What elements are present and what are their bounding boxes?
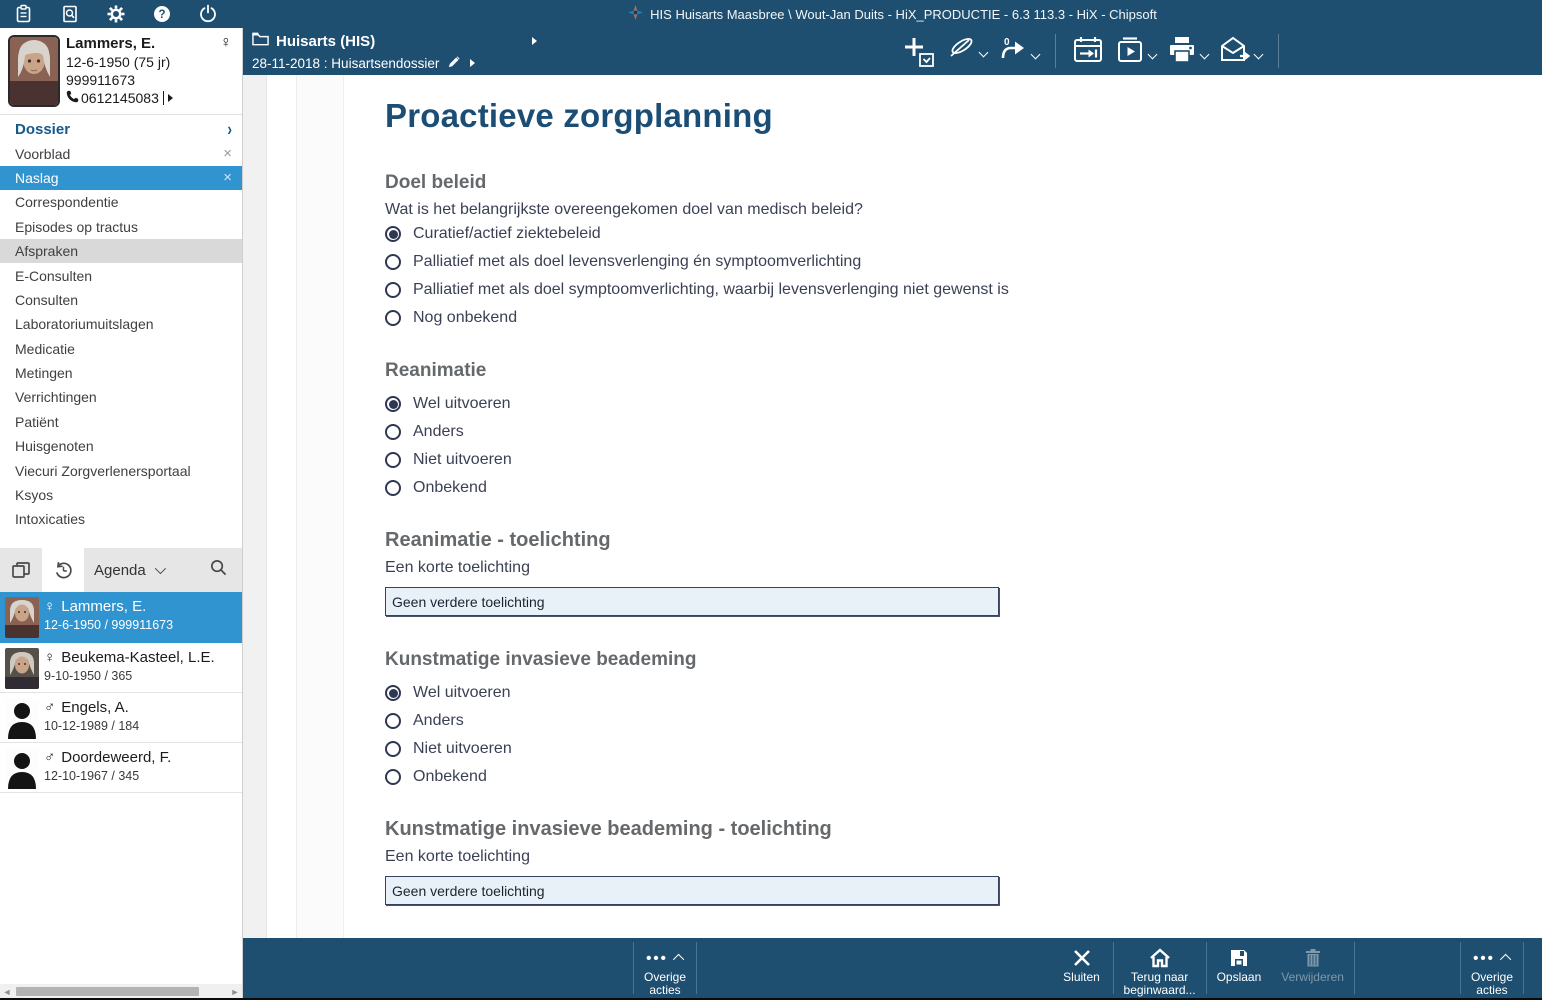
gender-symbol: ♂ <box>44 749 56 766</box>
radio-icon[interactable] <box>385 741 401 757</box>
gender-symbol: ♀ <box>44 598 56 615</box>
field-label: Een korte toelichting <box>385 848 530 865</box>
signature-pen-button[interactable] <box>947 34 987 64</box>
action-bar <box>243 938 1542 998</box>
cascade-windows-tab[interactable] <box>0 548 42 592</box>
patient-avatar <box>5 648 39 689</box>
patient-photo[interactable] <box>8 35 60 107</box>
radio-icon[interactable] <box>385 480 401 496</box>
sidebar-item-dossier[interactable]: Dossier › <box>15 118 232 140</box>
patient-avatar-silhouette <box>5 698 39 739</box>
chevron-down-icon <box>979 48 989 58</box>
gender-symbol: ♀ <box>44 649 56 666</box>
patient-list-name: Beukema-Kasteel, L.E. <box>61 649 215 666</box>
close-icon[interactable]: × <box>223 145 232 163</box>
sidebar-item-naslag[interactable]: Naslag × <box>0 166 242 190</box>
section-reanimatie-toelichting <box>385 529 1025 616</box>
section-question: Wat is het belangrijkste overeengekomen doel van medisch beleid? <box>385 201 863 218</box>
forward-registration-button[interactable] <box>997 34 1039 66</box>
radio-option[interactable]: Wel uitvoeren <box>385 391 1025 417</box>
content-margin-strip <box>243 75 266 938</box>
collapsed-panel-strip[interactable] <box>266 75 297 938</box>
sidebar-item-viecuri-zorgverlenersportaal[interactable]: Viecuri Zorgverlenersportaal <box>15 462 191 479</box>
settings-gear-icon[interactable] <box>106 4 126 24</box>
add-registration-button[interactable] <box>903 34 937 68</box>
terug-naar-beginwaarden-button[interactable]: Terug naar beginwaard... <box>1114 938 1206 998</box>
toolbar-separator <box>1278 34 1279 68</box>
agenda-patient-list <box>0 592 242 793</box>
section-heading: Reanimatie <box>385 360 487 381</box>
patient-list-meta: 9-10-1950 / 365 <box>44 669 133 683</box>
section-heading: Doel beleid <box>385 172 487 193</box>
sidebar-item-huisgenoten[interactable]: Huisgenoten <box>15 438 94 455</box>
chevron-down-icon <box>154 563 165 574</box>
agenda-dropdown-label: Agenda <box>94 561 146 579</box>
patient-avatar <box>5 597 39 638</box>
expand-phone-arrow-icon[interactable] <box>168 94 173 102</box>
sidebar-item-voorblad[interactable]: Voorblad × <box>15 145 232 163</box>
patient-name: Lammers, E. <box>66 35 156 52</box>
radio-option[interactable]: Niet uitvoeren <box>385 447 1025 473</box>
send-message-button[interactable] <box>1218 34 1262 66</box>
patient-list-item[interactable] <box>0 743 242 793</box>
breadcrumb-title[interactable]: Huisarts (HIS) <box>276 32 376 50</box>
more-dots-icon: ••• <box>646 949 668 967</box>
radio-selected-icon[interactable] <box>385 685 401 701</box>
section-heading: Kunstmatige invasieve beademing - toelichting <box>385 818 832 840</box>
patient-list-meta: 12-6-1950 / 999911673 <box>44 618 174 632</box>
patient-header <box>0 28 242 115</box>
patient-birthdate: 12-6-1950 (75 jr) <box>66 54 171 70</box>
radio-option[interactable]: Nog onbekend <box>385 305 1025 331</box>
patient-list-name: Doordeweerd, F. <box>61 749 172 766</box>
section-beademing <box>385 649 1025 790</box>
radio-selected-icon[interactable] <box>385 226 401 242</box>
sidebar-item-correspondentie[interactable]: Correspondentie <box>15 194 119 211</box>
breadcrumb-subtitle[interactable]: 28-11-2018 : Huisartsendossier <box>252 55 440 71</box>
section-reanimatie <box>385 360 1025 501</box>
radio-option[interactable]: Curatief/actief ziektebeleid <box>385 221 1025 247</box>
history-tab[interactable] <box>42 548 84 592</box>
horizontal-scrollbar[interactable] <box>0 984 242 999</box>
patient-list-meta: 10-12-1989 / 184 <box>44 719 140 733</box>
patient-list-item[interactable] <box>0 643 242 693</box>
agenda-dropdown[interactable] <box>94 562 209 579</box>
chipsoft-logo-icon <box>628 5 643 23</box>
patient-id: 999911673 <box>66 72 136 88</box>
patient-list-item[interactable] <box>0 592 242 643</box>
expand-arrow-icon[interactable] <box>532 37 537 45</box>
sidebar-item-ksyos[interactable]: Ksyos <box>15 487 54 504</box>
chevron-up-icon <box>1500 954 1511 965</box>
folder-icon <box>252 32 269 50</box>
sidebar-item-intoxicaties[interactable]: Intoxicaties <box>15 511 86 528</box>
field-label: Een korte toelichting <box>385 559 530 576</box>
radio-selected-icon[interactable] <box>385 396 401 412</box>
radio-icon[interactable] <box>385 310 401 326</box>
radio-option[interactable]: Onbekend <box>385 475 1025 501</box>
power-icon[interactable] <box>198 4 218 24</box>
document-search-icon[interactable] <box>60 4 80 24</box>
calendar-button[interactable] <box>1072 34 1104 66</box>
close-icon[interactable]: × <box>223 169 232 187</box>
verwijderen-button[interactable]: Verwijderen <box>1271 938 1354 998</box>
chevron-down-icon <box>1254 50 1264 60</box>
close-x-icon <box>1072 945 1092 971</box>
sidebar <box>0 28 243 1000</box>
chevron-down-icon <box>1148 50 1158 60</box>
section-heading: Kunstmatige invasieve beademing <box>385 649 697 670</box>
window-title-bar <box>0 0 1542 28</box>
radio-option[interactable]: Onbekend <box>385 764 1025 790</box>
save-icon <box>1229 945 1249 971</box>
dossier-toolbar <box>903 34 1285 68</box>
patient-list-name: Lammers, E. <box>61 598 147 615</box>
scrollbar-thumb[interactable] <box>16 987 199 996</box>
print-button[interactable] <box>1166 34 1208 66</box>
expand-arrow-icon[interactable] <box>470 59 475 67</box>
radio-option[interactable]: Niet uitvoeren <box>385 736 1025 762</box>
gender-symbol: ♂ <box>44 699 56 716</box>
more-dots-icon: ••• <box>1473 949 1495 967</box>
radio-option[interactable]: Anders <box>385 419 1025 445</box>
patient-list-item[interactable] <box>0 693 242 743</box>
text-caret <box>163 91 165 105</box>
sidebar-item-metingen[interactable]: Metingen <box>15 365 73 382</box>
chevron-up-icon <box>673 954 684 965</box>
radio-option[interactable]: Wel uitvoeren <box>385 680 1025 706</box>
scroll-left-icon[interactable]: ◄ <box>2 986 12 997</box>
window-title: HIS Huisarts Maasbree \ Wout-Jan Duits - HiX_PRODUCTIE - 6.3 113.3 - HiX - Chipsoft <box>650 6 1157 22</box>
reanimatie-toelichting-input[interactable] <box>385 587 999 616</box>
notes-icon[interactable] <box>14 4 34 24</box>
opslaan-button[interactable]: Opslaan <box>1207 938 1272 998</box>
chevron-down-icon <box>1031 50 1041 60</box>
sidebar-item-laboratoriumuitslagen[interactable]: Laboratoriumuitslagen <box>15 316 154 333</box>
form-content-area <box>243 75 1542 938</box>
home-icon <box>1149 945 1171 971</box>
chevron-right-icon: › <box>227 118 232 140</box>
sidebar-item-patient[interactable]: Patiënt <box>15 413 59 430</box>
sidebar-item-verrichtingen[interactable]: Verrichtingen <box>15 389 97 406</box>
agenda-tab-bar <box>0 548 242 592</box>
toolbar-separator <box>1055 34 1056 68</box>
form-gutter-strip <box>297 75 344 938</box>
sluiten-button[interactable]: Sluiten <box>1051 938 1113 998</box>
radio-option[interactable]: Palliatief met als doel symptoomverlichting, waarbij levensverlenging niet gewenst is <box>385 277 1025 303</box>
scroll-right-icon[interactable]: ► <box>230 986 240 997</box>
page-title: Proactieve zorgplanning <box>385 97 773 134</box>
sidebar-item-e-consulten[interactable]: E-Consulten <box>15 267 93 284</box>
radio-icon[interactable] <box>385 452 401 468</box>
sidebar-item-medicatie[interactable]: Medicatie <box>15 340 75 357</box>
patient-search-button[interactable] <box>209 558 228 582</box>
patient-avatar-silhouette <box>5 748 39 789</box>
section-doel-beleid <box>385 172 1025 331</box>
section-beademing-toelichting <box>385 818 1025 905</box>
trash-icon <box>1304 945 1322 971</box>
section-heading: Reanimatie - toelichting <box>385 529 611 551</box>
chevron-down-icon <box>1200 50 1210 60</box>
radio-option[interactable]: Palliatief met als doel levensverlenging én symptoomverlichting <box>385 249 1025 275</box>
radio-icon[interactable] <box>385 282 401 298</box>
patient-list-meta: 12-10-1967 / 345 <box>44 769 140 783</box>
radio-option[interactable]: Anders <box>385 708 1025 734</box>
edit-pencil-icon[interactable] <box>447 54 462 72</box>
phone-icon <box>66 89 79 107</box>
help-icon[interactable] <box>152 4 172 24</box>
radio-icon[interactable] <box>385 713 401 729</box>
protocol-start-button[interactable] <box>1114 34 1156 66</box>
patient-gender-symbol: ♀ <box>220 34 232 51</box>
radio-icon[interactable] <box>385 769 401 785</box>
overige-acties-left-button[interactable]: ••• Overige acties <box>644 949 687 997</box>
radio-icon[interactable] <box>385 254 401 270</box>
overige-acties-right-button[interactable]: ••• Overige acties <box>1470 949 1513 997</box>
main-area <box>243 28 1542 1000</box>
sidebar-item-afspraken[interactable]: Afspraken <box>0 239 242 263</box>
svg-text:?: ? <box>158 9 166 22</box>
patient-list-name: Engels, A. <box>61 699 129 716</box>
radio-icon[interactable] <box>385 424 401 440</box>
beademing-toelichting-input[interactable] <box>385 876 999 905</box>
sidebar-item-consulten[interactable]: Consulten <box>15 291 79 308</box>
dossier-navigation <box>0 115 242 532</box>
dossier-header-bar <box>243 28 1542 75</box>
patient-phone[interactable]: 0612145083 <box>81 90 159 106</box>
svg-text:0: 0 <box>1004 37 1010 48</box>
sidebar-item-episodes-op-tractus[interactable]: Episodes op tractus <box>15 218 138 235</box>
